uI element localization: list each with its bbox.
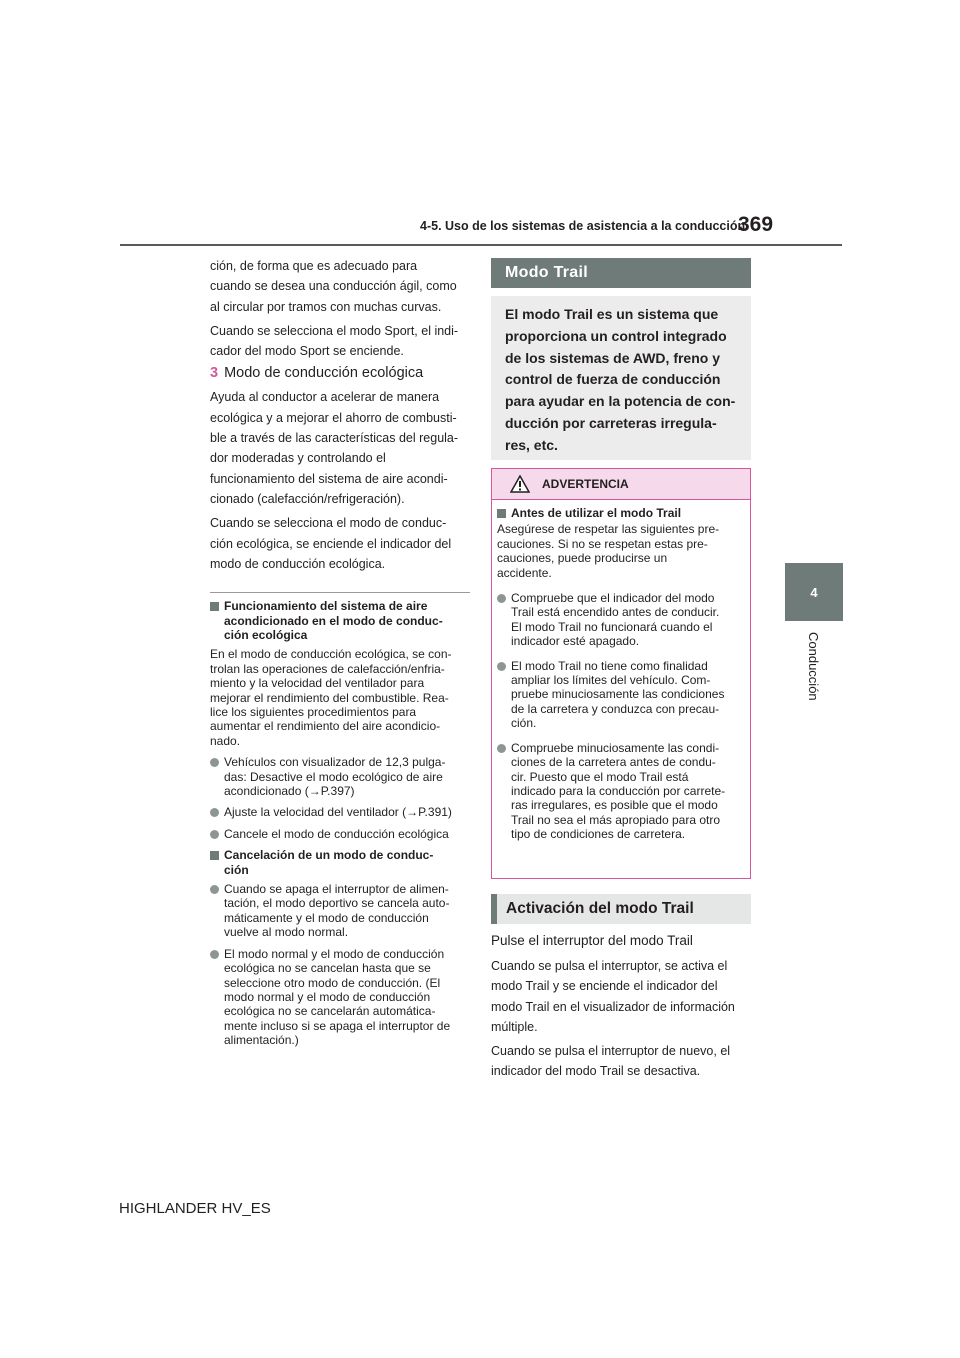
section-heading-activation: Activación del modo Trail: [491, 894, 751, 924]
activation-paragraph-1: Cuando se pulsa el interruptor, se activa el modo Trail y se enciende el indicador del modo Trail en el visualizador de información múltiple.: [491, 959, 735, 1034]
note-bullet: Cancele el modo de conducción ecológica: [210, 827, 470, 841]
activation-text: [491, 932, 751, 1086]
step-number: 3: [210, 365, 219, 382]
section-heading-trail: Modo Trail: [491, 258, 751, 288]
warning-label: ADVERTENCIA: [542, 477, 629, 491]
note-cancel-mode: [210, 848, 470, 1047]
step-3-heading: [210, 365, 470, 381]
warning-triangle-icon: [510, 475, 530, 493]
chapter-label: [784, 632, 844, 722]
note-bullet: Cuando se apaga el interruptor de alimen- tación, el modo deportivo se cancela auto- máticamente y el modo de conducción vuelve al modo normal.: [210, 882, 470, 940]
warning-bullet: Compruebe minuciosamente las condi- ciones de la carretera antes de condu- cir. Puesto que el modo Trail está indicado para la conducción por carrete- ras irregulares, es posible que el modo Trail no sea el más apropiado para otro tipo de condiciones de carretera.: [497, 741, 742, 842]
footer-model: HIGHLANDER HV_ES: [119, 1200, 271, 1217]
note-heading: Cancelación de un modo de conduc- ción: [210, 848, 470, 877]
page-number: 369: [738, 213, 774, 236]
note-text: En el modo de conducción ecológica, se con- trolan las operaciones de calefacción/enfria- miento y la velocidad del ventilador para mejorar el rendimiento del combustible. Rea- lice los siguientes procedimientos para aumentar el rendimiento del aire acondicio- nado.: [210, 647, 452, 748]
paragraph-2: Cuando se selecciona el modo Sport, el indi- cador del modo Sport se enciende.: [210, 323, 459, 359]
paragraph-4: Cuando se selecciona el modo de conduc- ción ecológica, se enciende el indicador del modo de conducción ecológica.: [210, 516, 452, 571]
warning-heading: Antes de utilizar el modo Trail: [497, 506, 742, 520]
intro-text: El modo Trail es un sistema que proporciona un control integrado de los sistemas de AWD, freno y control de fuerza de conducción para ayudar en la potencia de con- ducción por carreteras irregula- res, etc.: [505, 306, 736, 453]
warning-text: Asegúrese de respetar las siguientes pre- cauciones. Si no se respetan estas pre- cauciones, puede producirse un accidente.: [497, 522, 720, 580]
warning-header: [492, 469, 750, 500]
warning-box: [491, 468, 751, 879]
paragraph-3: Ayuda al conductor a acelerar de manera ecológica y a mejorar el ahorro de combusti- ble a través de las características del regula- dor moderadas y controlando el funcionamiento del sistema de aire acondi- cionado (calefacción/refrigeración).: [210, 390, 459, 506]
warning-body: [492, 500, 750, 842]
section-title: 4-5. Uso de los sistemas de asistencia a la conducción: [420, 219, 746, 233]
note-bullet: Vehículos con visualizador de 12,3 pulga- das: Desactive el modo ecológico de aire acondicionado (→P.397): [210, 755, 470, 798]
chapter-tab: 4: [785, 563, 843, 621]
chapter-label-text: Conducción: [806, 632, 821, 701]
paragraph-1: ción, de forma que es adecuado para cuando se desea una conducción ágil, como al circular por tramos con muchas curvas.: [210, 259, 457, 314]
left-column: [210, 256, 470, 1055]
note-heading: Funcionamiento del sistema de aire acondicionado en el modo de conduc- ción ecológica: [210, 599, 470, 642]
activation-lead: Pulse el interruptor del modo Trail: [491, 933, 693, 948]
note-bullet: Ajuste la velocidad del ventilador (→P.391): [210, 805, 470, 819]
warning-bullet: El modo Trail no tiene como finalidad ampliar los límites del vehículo. Com- pruebe minuciosamente las condiciones de la carretera y conduzca con precau- ción.: [497, 659, 742, 731]
notes-divider: [210, 592, 470, 593]
warning-bullet: Compruebe que el indicador del modo Trail está encendido antes de conducir. El modo Trail no funcionará cuando el indicador esté apagado.: [497, 591, 742, 649]
activation-paragraph-2: Cuando se pulsa el interruptor de nuevo, el indicador del modo Trail se desactiva.: [491, 1044, 731, 1079]
intro-box: [491, 296, 751, 460]
header-rule: [120, 244, 842, 246]
step-title: Modo de conducción ecológica: [224, 365, 424, 382]
note-bullet: El modo normal y el modo de conducción ecológica no se cancelan hasta que se seleccione otro modo de conducción. (El modo normal y el modo de conducción ecológica no se cancelarán automática- mente incluso si se apaga el interruptor de alimentación.): [210, 947, 470, 1048]
note-ac-eco: [210, 599, 470, 841]
